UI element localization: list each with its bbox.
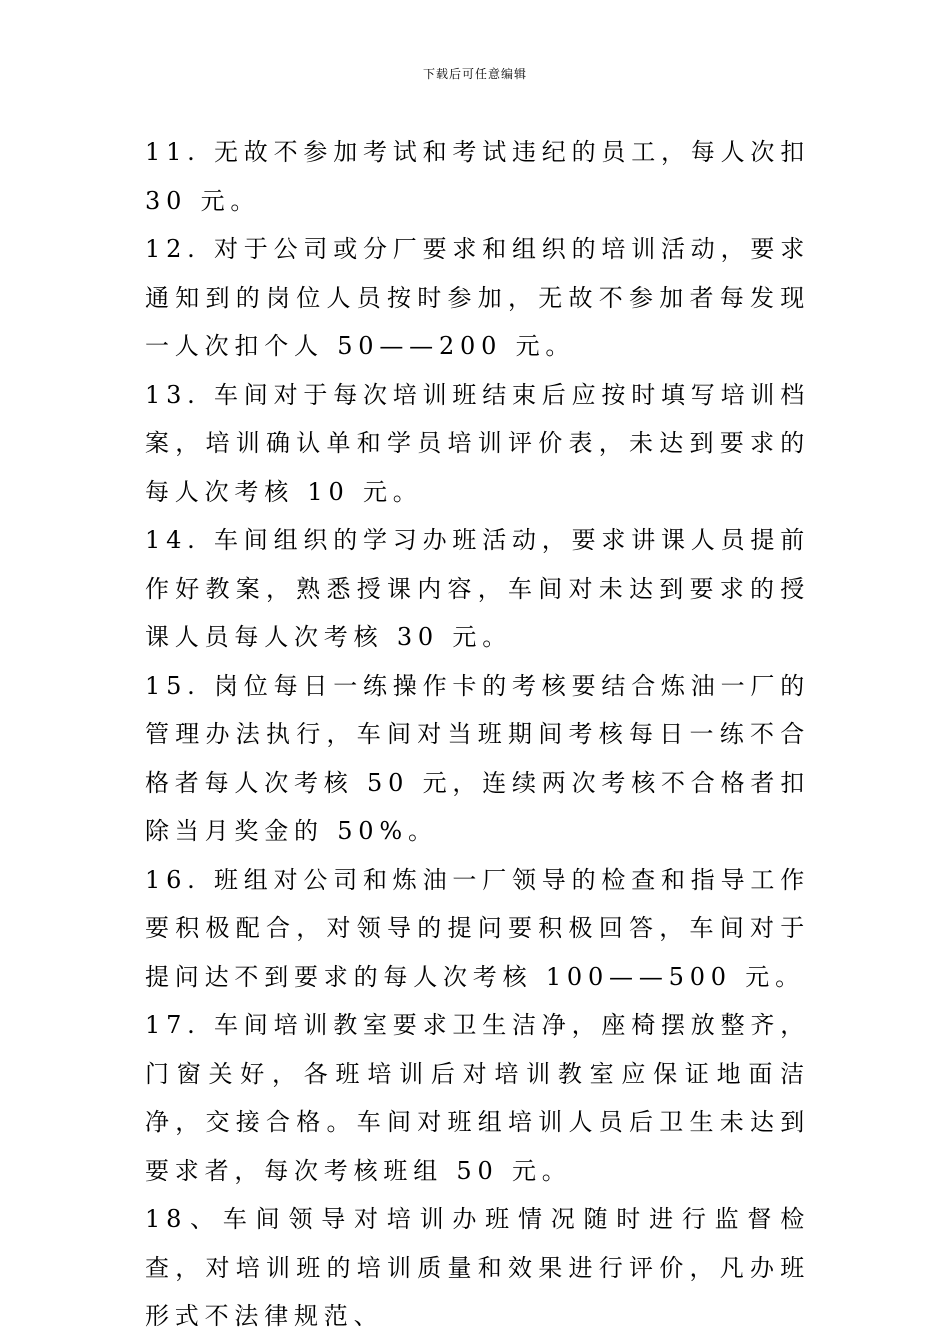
paragraph-item-16: 16. 班组对公司和炼油一厂领导的检查和指导工作要积极配合，对领导的提问要积极回答，车间对于提问达不到要求的每人次考核 100——500 元。 [145,865,810,991]
paragraph-item-17: 17. 车间培训教室要求卫生洁净，座椅摆放整齐，门窗关好，各班培训后对培训教室应保证地面洁净，交接合格。车间对班组培训人员后卫生未达到要求者，每次考核班组 50 元。 [145,1011,810,1185]
paragraph-item-18: 18、车间领导对培训办班情况随时进行监督检查，对培训班的培训质量和效果进行评价，凡办班形式不法律规范、 [145,1205,810,1330]
paragraph-item-14: 14. 车间组织的学习办班活动，要求讲课人员提前作好教案，熟悉授课内容，车间对未达到要求的授课人员每人次考核 30 元。 [145,526,810,651]
paragraph-item-13: 13. 车间对于每次培训班结束后应按时填写培训档案，培训确认单和学员培训评价表，未达到要求的每人次考核 10 元。 [145,380,810,506]
document-body [145,128,810,1341]
page-header: 下载后可任意编辑 [422,67,527,81]
paragraph-item-11: 11. 无故不参加考试和考试违纪的员工，每人次扣 30 元。 [145,138,810,215]
paragraph-item-15: 15. 岗位每日一练操作卡的考核要结合炼油一厂的管理办法执行，车间对当班期间考核每日一练不合格者每人次考核 50 元，连续两次考核不合格者扣除当月奖金的 50%。 [145,671,810,845]
paragraph-item-12: 12. 对于公司或分厂要求和组织的培训活动，要求通知到的岗位人员按时参加，无故不参加者每发现一人次扣个人 50——200 元。 [145,235,810,360]
